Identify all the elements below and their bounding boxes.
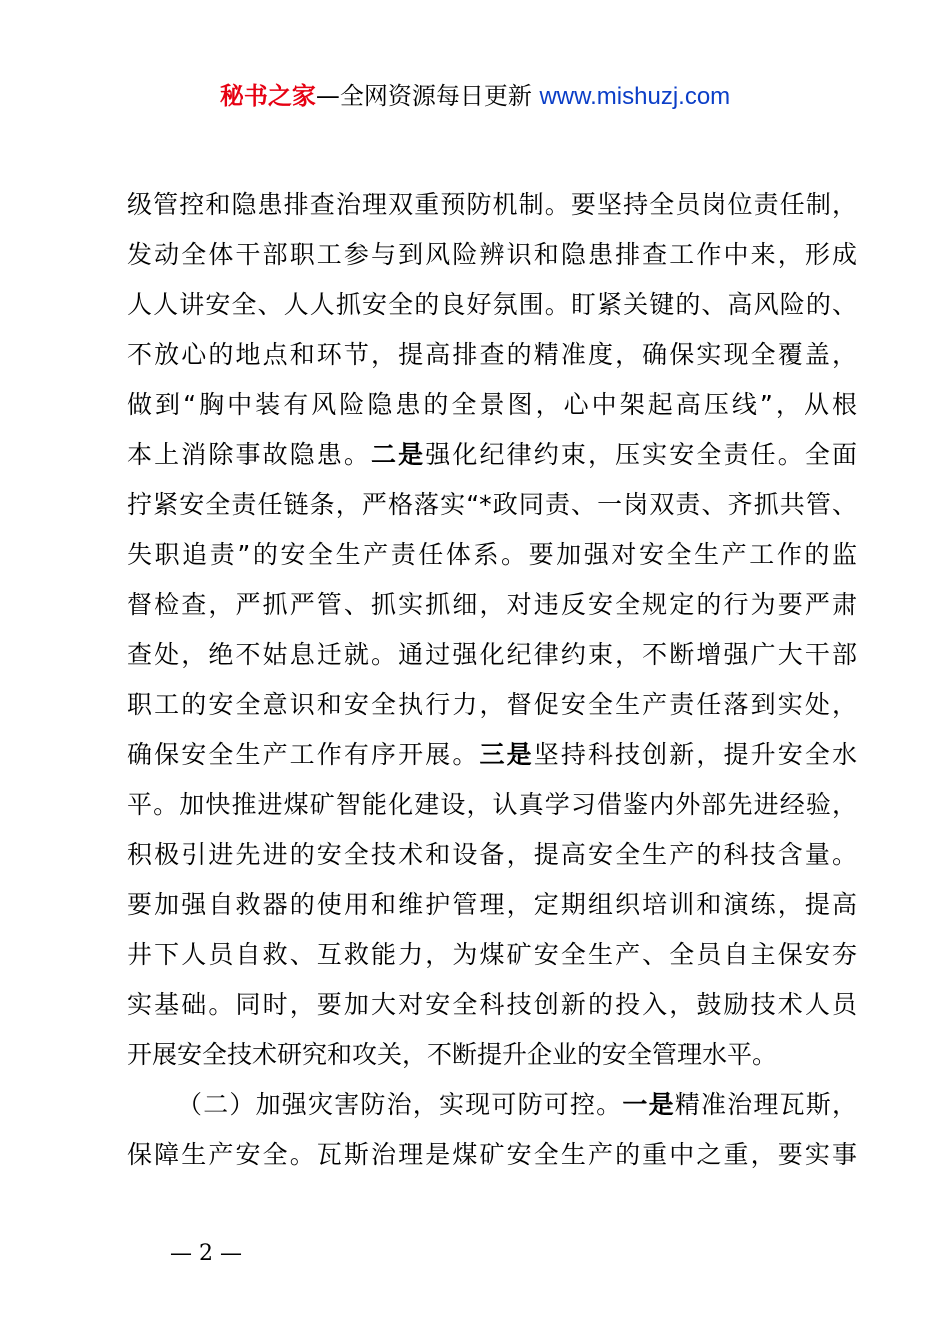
document-body: [127, 180, 857, 1180]
body-line: 级管控和隐患排查治理双重预防机制。要坚持全员岗位责任制，: [127, 190, 857, 219]
body-line-text: 坚持科技创新，提升安全水: [533, 740, 857, 769]
body-line: 拧紧安全责任链条，严格落实“*政同责、一岗双责、齐抓共管、: [127, 490, 857, 519]
body-line: 要加强自救器的使用和维护管理，定期组织培训和演练，提高: [127, 890, 857, 919]
body-line: 查处，绝不姑息迁就。通过强化纪律约束，不断增强广大干部: [127, 640, 857, 669]
body-line: 职工的安全意识和安全执行力，督促安全生产责任落到实处，: [127, 690, 857, 719]
body-line-text: 精准治理瓦斯，: [674, 1090, 857, 1119]
body-line: [127, 730, 857, 780]
body-line: 失职追责”的安全生产责任体系。要加强对安全生产工作的监: [127, 540, 857, 569]
point-lead: 二是: [371, 440, 426, 469]
body-line: 人人讲安全、人人抓安全的良好氛围。盯紧关键的、高风险的、: [127, 290, 857, 319]
site-brand: 秘书之家: [219, 82, 316, 110]
point-lead: 一是: [622, 1090, 675, 1119]
point-lead: 三是: [479, 740, 534, 769]
body-line: 督检查，严抓严管、抓实抓细，对违反安全规定的行为要严肃: [127, 590, 857, 619]
body-line: 不放心的地点和环节，提高排查的精准度，确保实现全覆盖，: [127, 340, 857, 369]
body-line: 保障生产安全。瓦斯治理是煤矿安全生产的重中之重，要实事: [127, 1140, 857, 1169]
body-line: [127, 430, 857, 480]
site-tagline: —全网资源每日更新: [315, 82, 540, 110]
body-line-text: 强化纪律约束，压实安全责任。全面: [425, 440, 857, 469]
section-heading-line: [127, 1080, 857, 1130]
body-line-text: 本上消除事故隐患。: [127, 440, 372, 469]
section-heading: （二）加强灾害防治，实现可防可控。: [177, 1090, 623, 1119]
body-line: 积极引进先进的安全技术和设备，提高安全生产的科技含量。: [127, 840, 857, 869]
body-line: 做到“胸中装有风险隐患的全景图，心中架起高压线”，从根: [127, 390, 857, 419]
body-line: 开展安全技术研究和攻关，不断提升企业的安全管理水平。: [127, 1040, 778, 1069]
site-url-link[interactable]: www.mishuzj.com: [539, 83, 731, 110]
page-number: — 2 —: [170, 1241, 242, 1266]
body-line: 井下人员自救、互救能力，为煤矿安全生产、全员自主保安夯: [127, 940, 857, 969]
body-line: 平。加快推进煤矿智能化建设，认真学习借鉴内外部先进经验，: [127, 790, 857, 819]
body-line: 实基础。同时，要加大对安全科技创新的投入，鼓励技术人员: [127, 990, 857, 1019]
body-line-text: 确保安全生产工作有序开展。: [127, 740, 480, 769]
site-header: [0, 80, 950, 113]
body-line: 发动全体干部职工参与到风险辨识和隐患排查工作中来，形成: [127, 240, 857, 269]
